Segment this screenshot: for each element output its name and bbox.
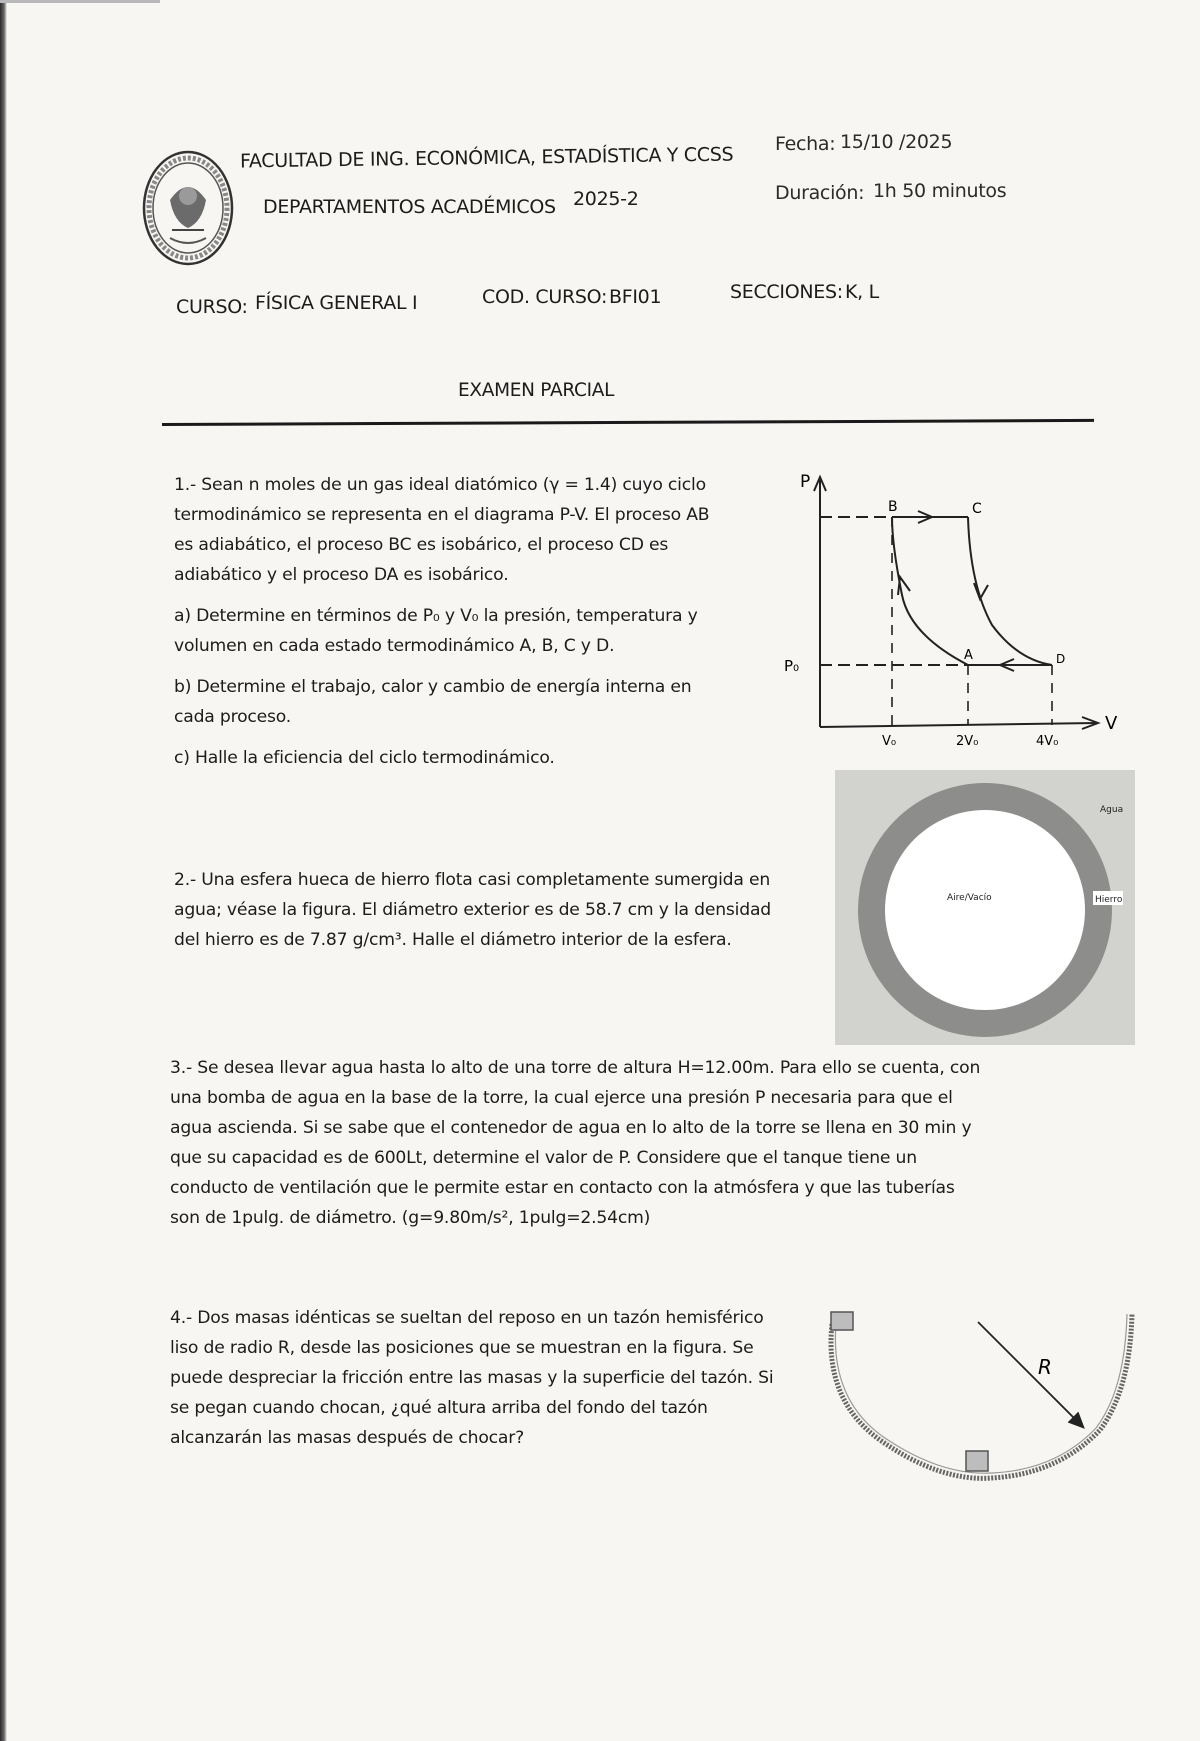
radius-line <box>978 1322 1082 1426</box>
q3-line: son de 1pulg. de diámetro. (g=9.80m/s², 1pulg=2.54cm) <box>170 1208 651 1228</box>
q4-line: 4.- Dos masas idénticas se sueltan del reposo en un tazón hemisférico <box>170 1308 764 1328</box>
mass-bottom <box>966 1451 988 1471</box>
p-axis-label: P <box>800 472 811 492</box>
exam-title: EXAMEN PARCIAL <box>458 380 615 401</box>
p0-label: P₀ <box>784 657 800 675</box>
question-2 <box>174 865 771 955</box>
water-label: Agua <box>1100 805 1124 815</box>
q3-line: agua ascienda. Si se sabe que el contenedor de agua en lo alto de la torre se llena en 30 min y <box>170 1118 972 1138</box>
point-c-label: C <box>972 501 982 517</box>
scan-top-mark <box>0 0 160 3</box>
department-name: DEPARTAMENTOS ACADÉMICOS <box>263 196 556 218</box>
mass-top <box>831 1312 853 1330</box>
radius-label: R <box>1038 1355 1052 1379</box>
tick-4v0: 4V₀ <box>1036 734 1059 749</box>
q3-line: 3.- Se desea llevar agua hasta lo alto de una torre de altura H=12.00m. Para ello se cuenta, con <box>170 1058 981 1078</box>
process-ab <box>892 517 968 665</box>
q1-line: termodinámico se representa en el diagrama P-V. El proceso AB <box>174 505 710 525</box>
pv-diagram <box>770 465 1130 755</box>
q3-line: una bomba de agua en la base de la torre, la cual ejerce una presión P necesaria para que el <box>170 1088 953 1108</box>
cavity-label: Aire/Vacío <box>947 893 992 903</box>
hemispherical-bowl-figure <box>820 1310 1140 1490</box>
term-value: 2025-2 <box>573 188 639 210</box>
header-divider <box>162 419 1094 426</box>
q2-line: del hierro es de 7.87 g/cm³. Halle el diámetro interior de la esfera. <box>174 930 732 950</box>
q1c-line: c) Halle la eficiencia del ciclo termodinámico. <box>174 748 555 768</box>
course-label: CURSO: <box>176 296 248 318</box>
scan-edge-shadow <box>0 0 7 1741</box>
point-a-label: A <box>964 648 973 663</box>
inner-cavity <box>885 810 1085 1010</box>
faculty-title: FACULTAD DE ING. ECONÓMICA, ESTADÍSTICA Y CCSS <box>239 143 734 173</box>
hollow-sphere-figure <box>835 770 1135 1045</box>
q1-line: adiabático y el proceso DA es isobárico. <box>174 565 509 585</box>
q1-line: 1.- Sean n moles de un gas ideal diatómico (γ = 1.4) cuyo ciclo <box>174 475 706 495</box>
q2-line: agua; véase la figura. El diámetro exterior es de 58.7 cm y la densidad <box>174 900 771 920</box>
duration-label: Duración: <box>775 182 865 204</box>
q4-line: puede despreciar la fricción entre las masas y la superficie del tazón. Si <box>170 1368 774 1388</box>
q4-line: se pegan cuando chocan, ¿qué altura arriba del fondo del tazón <box>170 1398 708 1418</box>
q1a-line: volumen en cada estado termodinámico A, B, C y D. <box>174 636 615 656</box>
question-3 <box>170 1053 980 1233</box>
v-axis <box>820 723 1096 727</box>
course-code-label: COD. CURSO: <box>482 286 608 308</box>
tick-2v0: 2V₀ <box>956 734 979 749</box>
q1b-line: b) Determine el trabajo, calor y cambio de energía interna en <box>174 677 692 697</box>
process-cd <box>968 517 1052 665</box>
q1a-line: a) Determine en términos de P₀ y V₀ la presión, temperatura y <box>174 606 698 626</box>
question-4 <box>170 1303 773 1453</box>
iron-label: Hierro <box>1095 895 1123 905</box>
sections-label: SECCIONES: <box>730 281 843 303</box>
date-value: 15/10 /2025 <box>840 131 953 153</box>
course-name: FÍSICA GENERAL I <box>255 292 418 314</box>
q4-line: liso de radio R, desde las posiciones que se muestran en la figura. Se <box>170 1338 754 1358</box>
v-axis-label: V <box>1105 713 1118 734</box>
sections-value: K, L <box>845 281 879 303</box>
point-d-label: D <box>1056 652 1066 666</box>
bowl-inner-edge <box>835 1314 1127 1473</box>
question-1 <box>174 470 709 773</box>
university-seal-logo <box>140 148 236 268</box>
date-label: Fecha: <box>775 133 836 155</box>
course-code-value: BFI01 <box>609 286 662 308</box>
q3-line: conducto de ventilación que le permite estar en contacto con la atmósfera y que las tuberías <box>170 1178 955 1198</box>
arrow-ab <box>898 577 910 595</box>
q1b-line: cada proceso. <box>174 707 292 727</box>
duration-value: 1h 50 minutos <box>873 180 1007 202</box>
q4-line: alcanzarán las masas después de chocar? <box>170 1428 525 1448</box>
q3-line: que su capacidad es de 600Lt, determine el valor de P. Considere que el tanque tiene un <box>170 1148 917 1168</box>
q1-line: es adiabático, el proceso BC es isobárico, el proceso CD es <box>174 535 669 555</box>
point-b-label: B <box>888 499 898 515</box>
tick-v0: V₀ <box>882 734 897 749</box>
q2-line: 2.- Una esfera hueca de hierro flota casi completamente sumergida en <box>174 870 771 890</box>
